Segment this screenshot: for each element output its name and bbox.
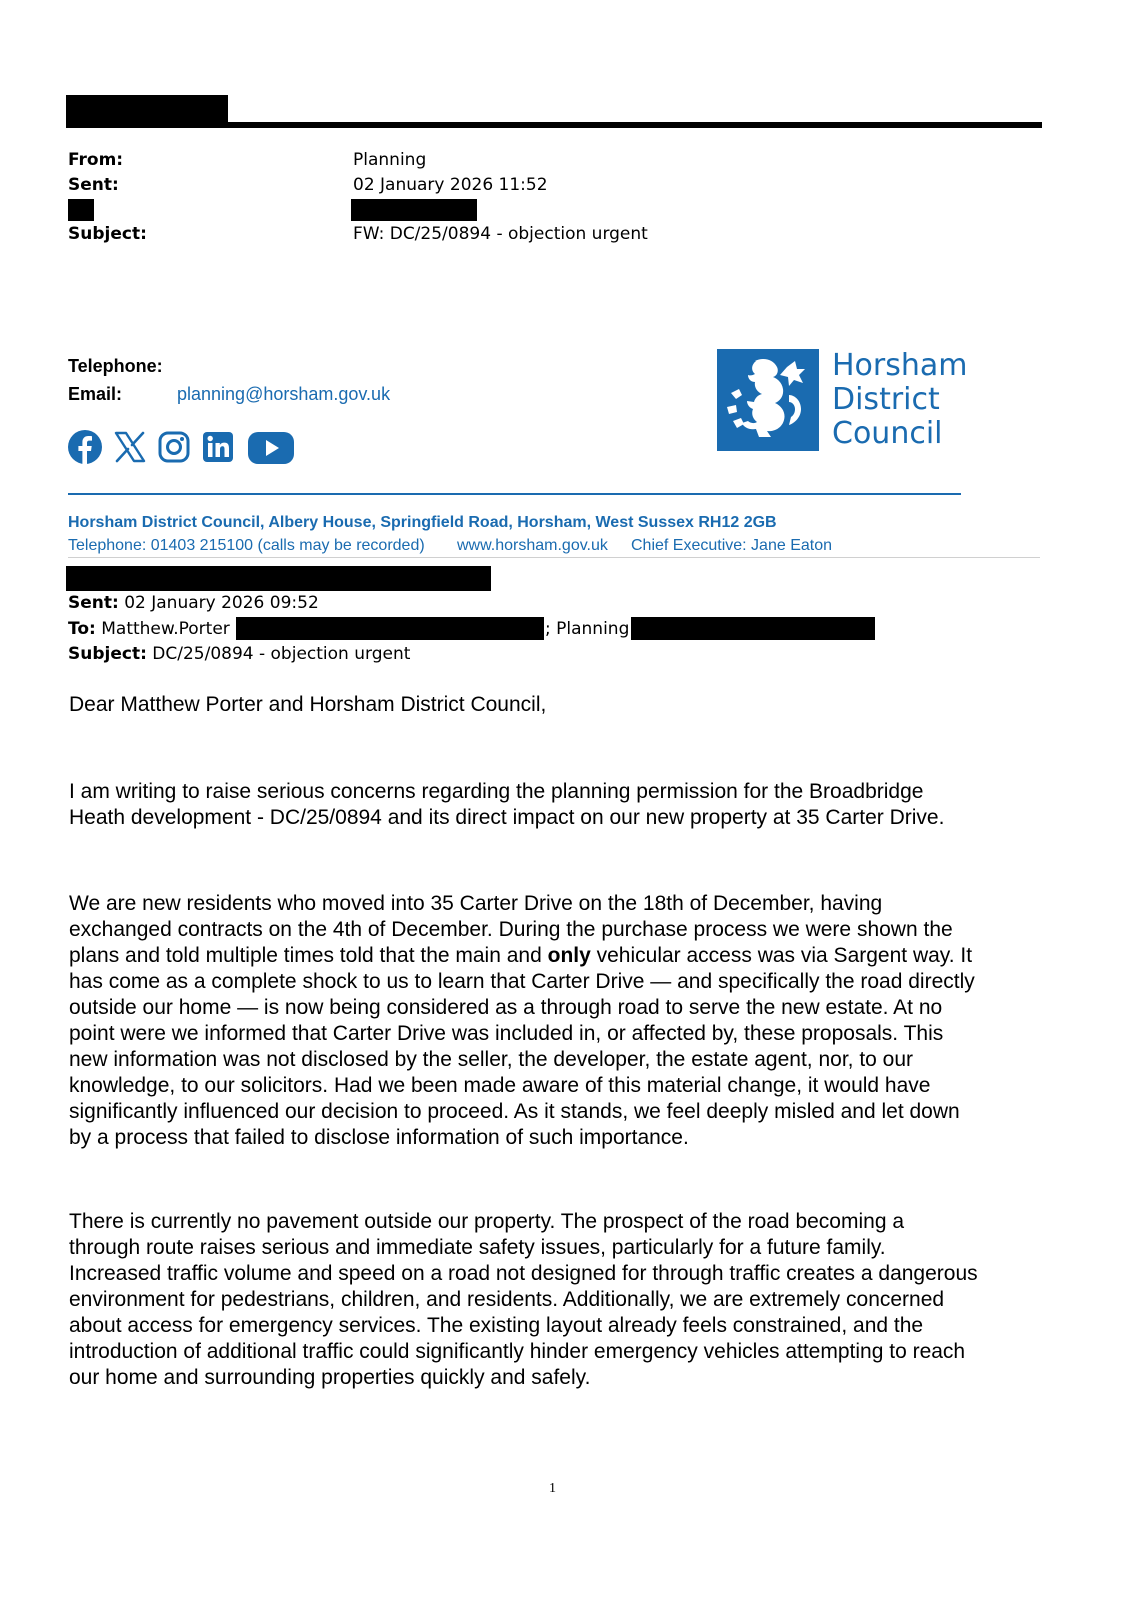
fwd-to-value-2: ; Planning — [545, 619, 630, 639]
paragraph-1: I am writing to raise serious concerns regarding the planning permission for the Broadbridge Heath development - DC/25/0894 and its direct impact on our new property at 35 Carter Drive. — [69, 780, 945, 829]
email-link[interactable]: planning@horsham.gov.uk — [177, 384, 391, 404]
youtube-icon[interactable] — [248, 432, 294, 464]
fwd-subject-value: DC/25/0894 - objection urgent — [152, 644, 411, 664]
paragraph-2-part-1: We are new residents who moved into 35 Carter Drive on the 18th of December, having exchanged contracts on the 4th of December. During the purchase process we were shown the plans and told multiple times told that the main and — [69, 892, 953, 967]
council-logo — [717, 349, 967, 451]
paragraph-2 — [69, 891, 1069, 1151]
sent-label: Sent: — [68, 175, 119, 195]
redacted-original-sender — [66, 566, 491, 591]
fwd-subject-label: Subject: — [68, 644, 147, 664]
sent-value: 02 January 2026 11:52 — [353, 175, 548, 195]
logo-line-3: Council — [832, 416, 943, 451]
subject-label: Subject: — [68, 224, 147, 244]
from-label: From: — [68, 150, 124, 170]
fwd-to-label-line — [68, 616, 230, 642]
fwd-sent-label: Sent: — [68, 593, 119, 613]
fwd-subject-line — [68, 641, 410, 667]
paragraph-2-emphasis: only — [547, 944, 591, 967]
redacted-to-label — [68, 199, 94, 221]
salutation: Dear Matthew Porter and Horsham District Council, — [69, 693, 547, 716]
redacted-to-email-1 — [236, 617, 544, 640]
council-address: Horsham District Council, Albery House, Springfield Road, Horsham, West Sussex RH12 2GB — [68, 514, 777, 531]
website-link[interactable]: www.horsham.gov.uk — [457, 537, 608, 554]
fwd-sent-value: 02 January 2026 09:52 — [124, 593, 319, 613]
subject-value: FW: DC/25/0894 - objection urgent — [353, 224, 648, 244]
contact-phone: Telephone: 01403 215100 (calls may be recorded) — [68, 537, 425, 554]
signature-divider — [68, 493, 961, 495]
thin-divider — [68, 557, 1040, 558]
fwd-to-label: To: — [68, 619, 96, 639]
header-rule — [66, 122, 1042, 128]
social-icons — [68, 430, 298, 464]
page-number: 1 — [549, 1481, 556, 1496]
from-value: Planning — [353, 150, 427, 170]
chief-executive: Chief Executive: Jane Eaton — [631, 537, 833, 554]
paragraph-2-part-2: vehicular access was via Sargent way. It has come as a complete shock to us to learn that Carter Drive — and specifically the road directly outside our home — is now being considered as a through road to serve the new estate. At no point were we informed that Carter Drive was included in, or affected by, these proposals. This new information was not disclosed by the seller, the developer, the estate agent, nor, to our knowledge, to our solicitors. Had we been made aware of this material change, it would have significantly influenced our decision to proceed. As it stands, we feel deeply misled and let down by a process that failed to disclose information of such importance. — [69, 944, 975, 1149]
instagram-icon[interactable] — [158, 431, 190, 463]
lion-crest-icon — [717, 349, 819, 451]
logo-line-2: District — [832, 382, 940, 417]
facebook-icon[interactable] — [68, 430, 102, 464]
linkedin-icon[interactable] — [202, 431, 234, 463]
redacted-to-value — [351, 199, 477, 221]
x-icon[interactable] — [114, 431, 146, 463]
fwd-to-value-1: Matthew.Porter — [101, 619, 230, 639]
fwd-sent-line — [68, 590, 319, 616]
telephone-label: Telephone: — [68, 356, 163, 376]
redacted-to-email-2 — [631, 617, 875, 640]
paragraph-3: There is currently no pavement outside our property. The prospect of the road becoming a through route raises serious and immediate safety issues, particularly for a future family. Increased traffic volume and speed on a road not designed for through traffic creates a dangerous environment for pedestrians, children, and residents. Additionally, we are extremely concerned about access for emergency services. The existing layout already feels constrained, and the introduction of additional traffic could significantly hinder emergency vehicles attempting to reach our home and surrounding properties quickly and safely. — [69, 1210, 978, 1389]
email-label: Email: — [68, 384, 123, 404]
logo-line-1: Horsham — [832, 348, 968, 383]
